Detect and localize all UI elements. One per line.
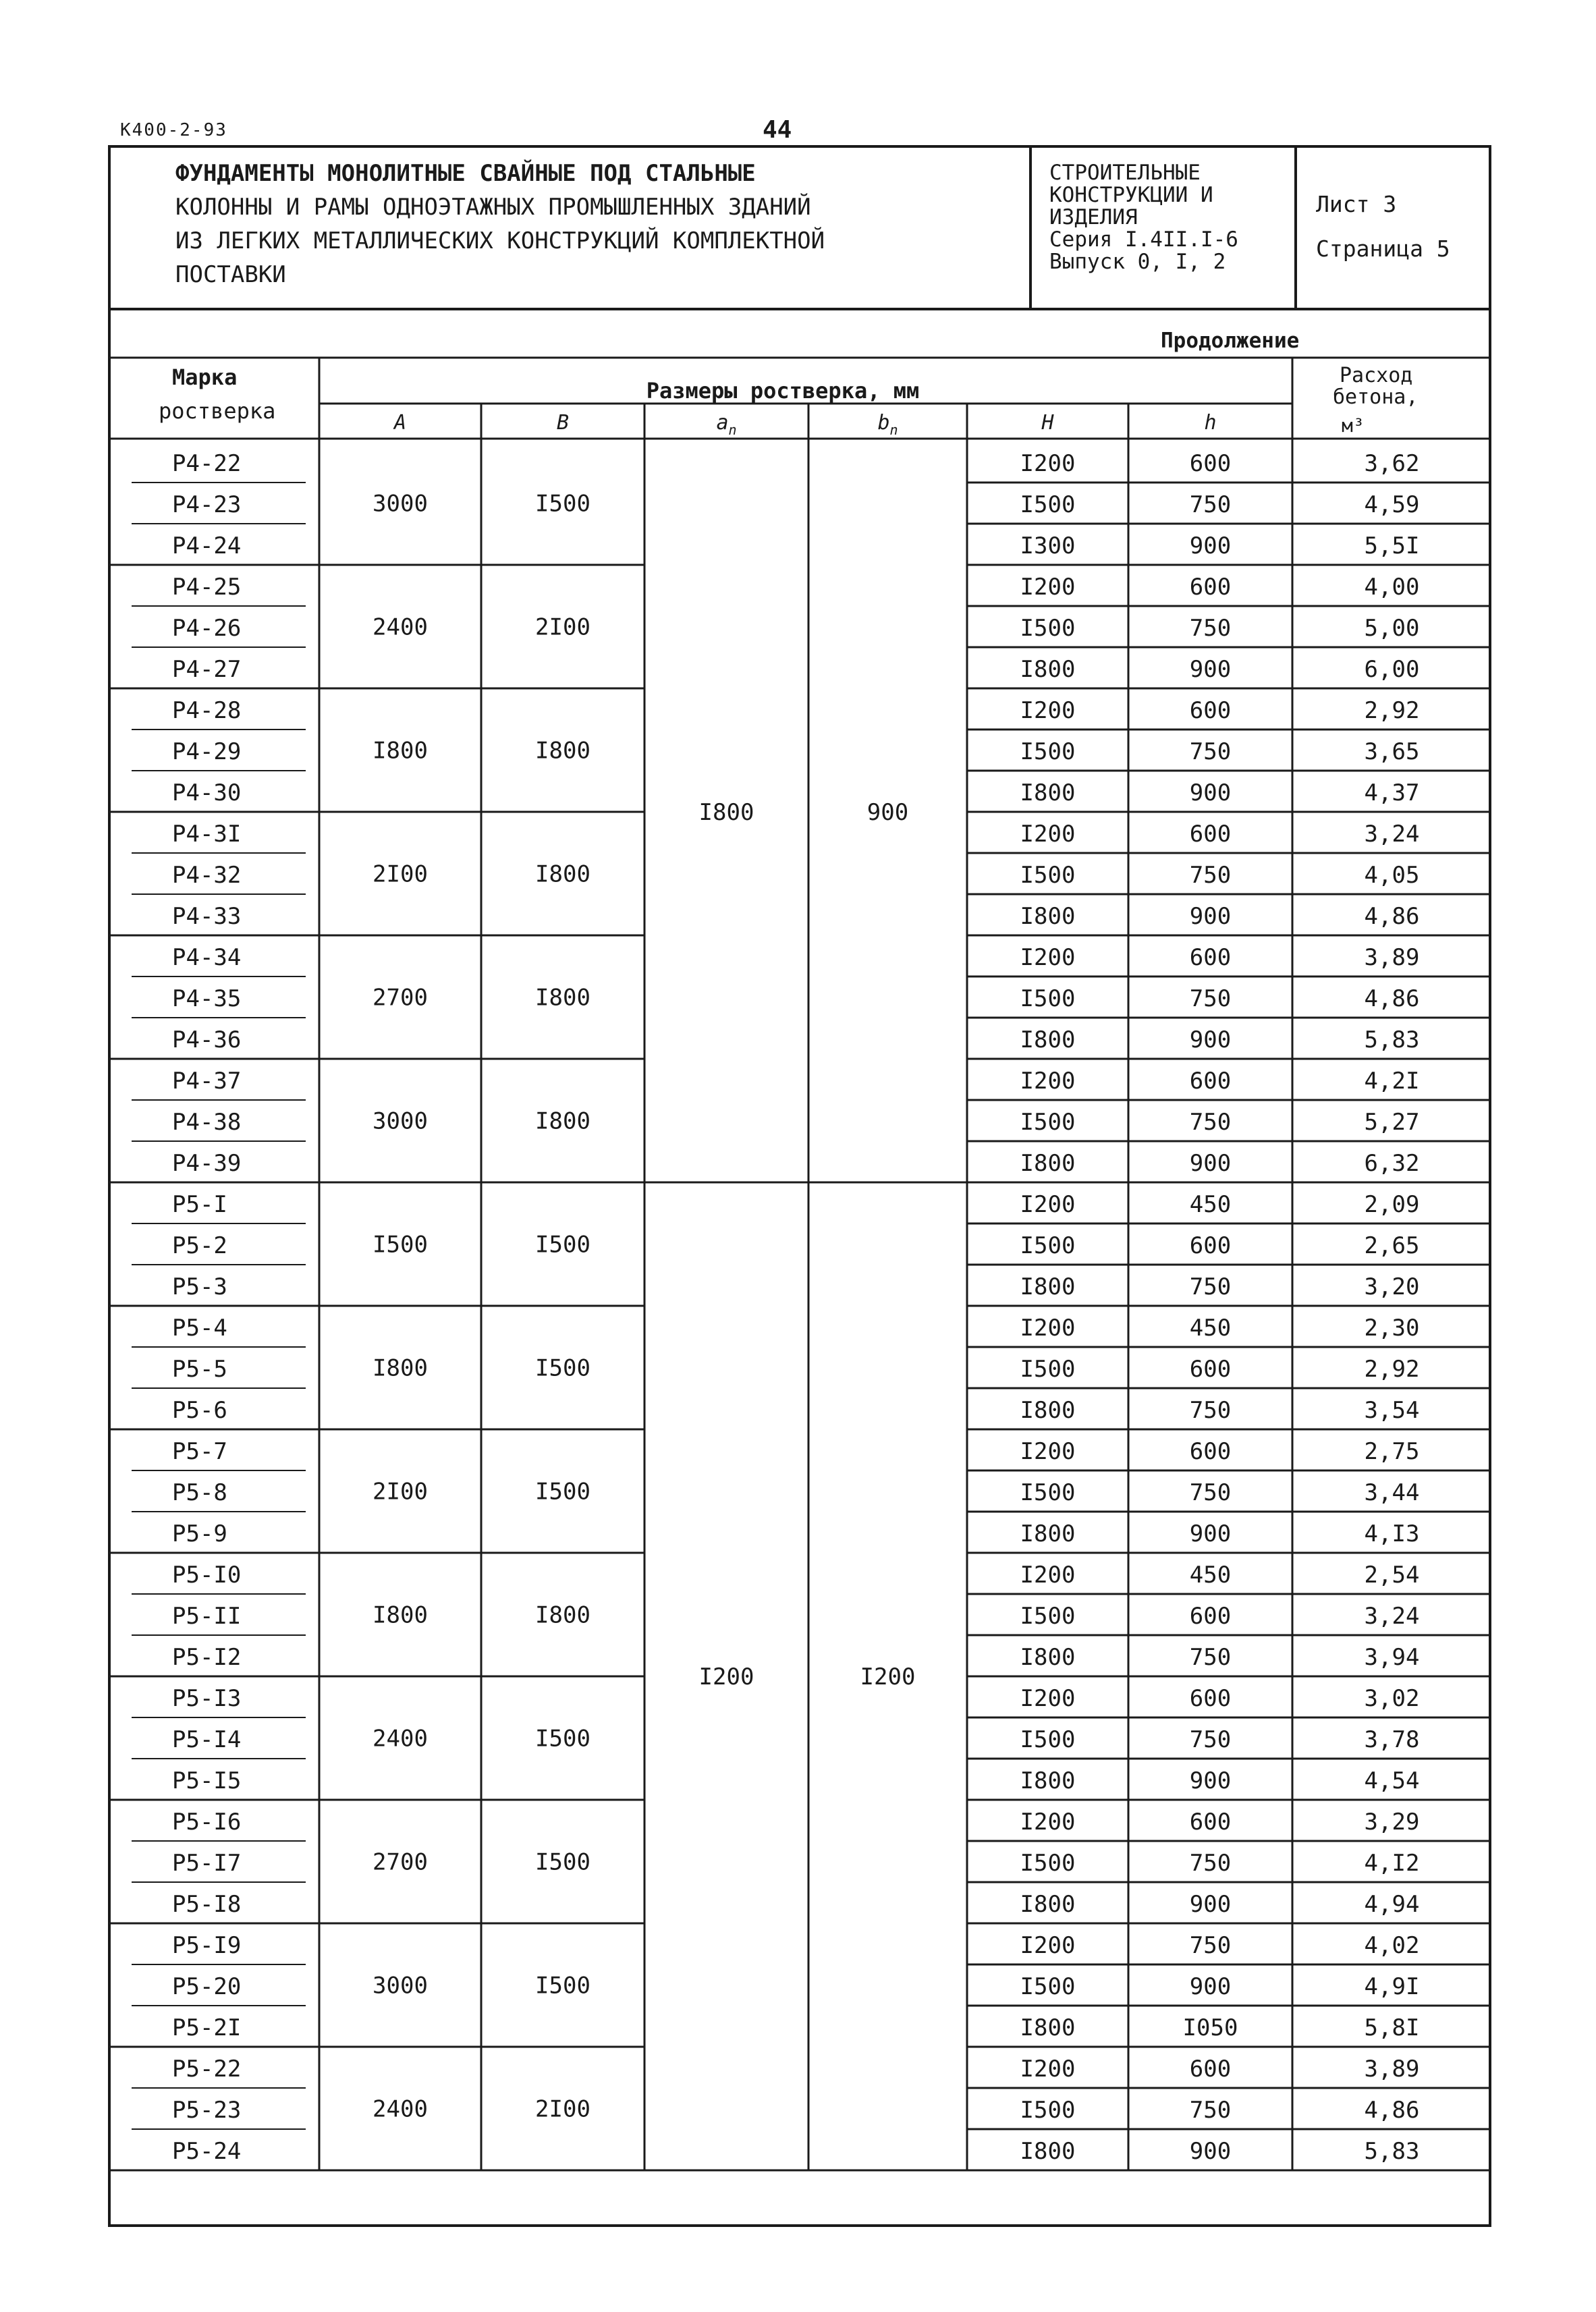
- cell-volume: 5,83: [1364, 1026, 1420, 1053]
- cell-H: I200: [1020, 696, 1076, 724]
- sub-header-H: H: [1041, 411, 1054, 435]
- cell-h: 750: [1189, 1643, 1232, 1671]
- cell-volume: 4,94: [1364, 1890, 1420, 1918]
- cell-volume: 4,9I: [1364, 1973, 1420, 2000]
- cell-B: I500: [535, 1478, 590, 1506]
- sheet-number: Лист 3: [1316, 191, 1397, 217]
- cell-h: 600: [1189, 1602, 1232, 1630]
- cell-H: I800: [1020, 1767, 1076, 1794]
- cell-h: 900: [1189, 1973, 1232, 2000]
- cell-H: I500: [1020, 614, 1076, 642]
- column-header-mark: Марка: [172, 364, 238, 390]
- cell-H: I500: [1020, 738, 1076, 765]
- cell-mark: Р5-I5: [172, 1767, 242, 1794]
- cell-volume: 4,00: [1364, 573, 1420, 601]
- cell-h: 600: [1189, 449, 1232, 477]
- cell-h: 750: [1189, 1726, 1232, 1753]
- cell-H: I200: [1020, 820, 1076, 848]
- cell-h: 750: [1189, 1273, 1232, 1300]
- cell-H: I500: [1020, 491, 1076, 518]
- subscript: n: [728, 422, 737, 438]
- cell-mark: Р4-34: [172, 943, 242, 971]
- cell-H: I500: [1020, 1849, 1076, 1877]
- cell-H: I800: [1020, 1643, 1076, 1671]
- cell-mark: Р4-24: [172, 532, 242, 559]
- cell-B: I500: [535, 490, 590, 518]
- sub-header-b_n: $b_n$: [877, 411, 898, 438]
- sub-header-a_n: $a_n$: [716, 411, 737, 438]
- cell-H: I500: [1020, 985, 1076, 1012]
- cell-volume: 2,54: [1364, 1561, 1420, 1589]
- cell-volume: 4,I2: [1364, 1849, 1420, 1877]
- cell-volume: 4,37: [1364, 779, 1420, 806]
- cell-volume: 3,02: [1364, 1684, 1420, 1712]
- cell-h: 900: [1189, 1890, 1232, 1918]
- cell-H: I800: [1020, 1026, 1076, 1053]
- cell-mark: Р4-33: [172, 902, 242, 930]
- sub-header-A: A: [393, 411, 407, 435]
- cell-volume: 4,05: [1364, 861, 1420, 889]
- cell-H: I800: [1020, 1520, 1076, 1547]
- cell-mark: Р5-I6: [172, 1808, 242, 1836]
- cell-mark: Р4-28: [172, 696, 242, 724]
- page-label: Страница 5: [1316, 236, 1450, 262]
- cell-h: 600: [1189, 1067, 1232, 1095]
- cell-volume: 3,65: [1364, 738, 1420, 765]
- cell-volume: 3,24: [1364, 1602, 1420, 1630]
- cell-volume: 3,78: [1364, 1726, 1420, 1753]
- cell-H: I200: [1020, 943, 1076, 971]
- cell-an: I200: [698, 1663, 754, 1690]
- cell-A: 3000: [373, 1972, 428, 2000]
- cell-h: 600: [1189, 2055, 1232, 2083]
- cell-h: 900: [1189, 532, 1232, 559]
- cell-volume: 4,02: [1364, 1931, 1420, 1959]
- cell-mark: Р4-26: [172, 614, 242, 642]
- cell-A: 3000: [373, 1107, 428, 1135]
- cell-H: I800: [1020, 2137, 1076, 2165]
- cell-H: I500: [1020, 1973, 1076, 2000]
- cell-volume: 4,86: [1364, 2096, 1420, 2124]
- cell-mark: Р4-25: [172, 573, 242, 601]
- cell-h: 450: [1189, 1190, 1232, 1218]
- cell-mark: Р4-39: [172, 1149, 242, 1177]
- cell-mark: Р5-24: [172, 2137, 242, 2165]
- sub-header-B: B: [556, 411, 570, 435]
- cell-h: 600: [1189, 1232, 1232, 1259]
- cell-volume: 2,30: [1364, 1314, 1420, 1342]
- cell-h: 600: [1189, 1355, 1232, 1383]
- cell-volume: 5,5I: [1364, 532, 1420, 559]
- cell-B: I500: [535, 1231, 590, 1259]
- cell-mark: Р5-2I: [172, 2014, 242, 2041]
- cell-H: I500: [1020, 1726, 1076, 1753]
- cell-B: 2I00: [535, 2095, 590, 2123]
- cell-mark: Р5-6: [172, 1396, 227, 1424]
- cell-h: 450: [1189, 1314, 1232, 1342]
- series-line: СТРОИТЕЛЬНЫЕ: [1049, 161, 1201, 185]
- continuation-label: Продолжение: [1161, 329, 1300, 353]
- cell-bn: I200: [860, 1663, 916, 1690]
- cell-mark: Р5-23: [172, 2096, 242, 2124]
- title-line: ИЗ ЛЕГКИХ МЕТАЛЛИЧЕСКИХ КОНСТРУКЦИЙ КОМПЛЕКТНОЙ: [175, 227, 825, 254]
- cell-h: 600: [1189, 1808, 1232, 1836]
- cell-volume: 4,54: [1364, 1767, 1420, 1794]
- cell-mark: Р5-22: [172, 2055, 242, 2083]
- cell-h: 600: [1189, 696, 1232, 724]
- cell-H: I200: [1020, 1931, 1076, 1959]
- cell-mark: Р5-2: [172, 1232, 227, 1259]
- cell-mark: Р4-36: [172, 1026, 242, 1053]
- cell-H: I500: [1020, 1355, 1076, 1383]
- cell-H: I800: [1020, 1273, 1076, 1300]
- cell-h: 750: [1189, 1849, 1232, 1877]
- cell-B: I500: [535, 1725, 590, 1753]
- cell-mark: Р5-8: [172, 1479, 227, 1506]
- cell-h: 750: [1189, 1479, 1232, 1506]
- cell-A: 2400: [373, 613, 428, 641]
- cell-h: 900: [1189, 902, 1232, 930]
- cell-volume: 2,92: [1364, 1355, 1420, 1383]
- cell-A: I800: [373, 1354, 428, 1382]
- cell-h: 750: [1189, 1108, 1232, 1136]
- cell-mark: Р4-35: [172, 985, 242, 1012]
- column-header-volume: м³: [1342, 414, 1365, 437]
- cell-mark: Р4-23: [172, 491, 242, 518]
- subscript: n: [889, 422, 898, 438]
- cell-A: I500: [373, 1231, 428, 1259]
- cell-A: 2700: [373, 984, 428, 1012]
- cell-B: I800: [535, 1107, 590, 1135]
- cell-H: I200: [1020, 449, 1076, 477]
- cell-H: I200: [1020, 1684, 1076, 1712]
- cell-volume: 4,86: [1364, 985, 1420, 1012]
- title-line: ПОСТАВКИ: [175, 261, 286, 288]
- cell-A: I800: [373, 737, 428, 765]
- cell-volume: 4,2I: [1364, 1067, 1420, 1095]
- column-header-volume: Расход: [1340, 364, 1413, 387]
- cell-volume: 3,29: [1364, 1808, 1420, 1836]
- cell-mark: Р4-30: [172, 779, 242, 806]
- cell-volume: 5,83: [1364, 2137, 1420, 2165]
- cell-h: 900: [1189, 1149, 1232, 1177]
- page-number: 44: [763, 116, 792, 144]
- cell-h: I050: [1182, 2014, 1238, 2041]
- document-code: K400-2-93: [120, 120, 227, 140]
- cell-h: 750: [1189, 861, 1232, 889]
- cell-H: I800: [1020, 1149, 1076, 1177]
- cell-B: I800: [535, 860, 590, 888]
- cell-volume: 5,27: [1364, 1108, 1420, 1136]
- cell-volume: 5,8I: [1364, 2014, 1420, 2041]
- group-header: Размеры ростверка, мм: [646, 378, 920, 404]
- cell-volume: 3,89: [1364, 2055, 1420, 2083]
- column-header-volume: бетона,: [1333, 385, 1419, 409]
- cell-volume: 2,65: [1364, 1232, 1420, 1259]
- cell-volume: 3,89: [1364, 943, 1420, 971]
- cell-mark: Р5-I2: [172, 1643, 242, 1671]
- cell-h: 900: [1189, 655, 1232, 683]
- cell-H: I200: [1020, 1190, 1076, 1218]
- series-line: ИЗДЕЛИЯ: [1049, 205, 1138, 229]
- cell-h: 900: [1189, 779, 1232, 806]
- cell-volume: 2,09: [1364, 1190, 1420, 1218]
- cell-H: I800: [1020, 655, 1076, 683]
- cell-mark: Р4-32: [172, 861, 242, 889]
- cell-mark: Р5-9: [172, 1520, 227, 1547]
- cell-A: 2400: [373, 2095, 428, 2123]
- cell-A: 2400: [373, 1725, 428, 1753]
- cell-mark: Р5-I0: [172, 1561, 242, 1589]
- cell-h: 900: [1189, 1767, 1232, 1794]
- series-line: Выпуск 0, I, 2: [1049, 250, 1226, 274]
- cell-volume: 3,20: [1364, 1273, 1420, 1300]
- cell-volume: 6,32: [1364, 1149, 1420, 1177]
- cell-H: I500: [1020, 1232, 1076, 1259]
- cell-mark: Р5-II: [172, 1602, 242, 1630]
- cell-H: I200: [1020, 1067, 1076, 1095]
- cell-H: I800: [1020, 1396, 1076, 1424]
- cell-mark: Р4-22: [172, 449, 242, 477]
- cell-volume: 3,44: [1364, 1479, 1420, 1506]
- cell-h: 750: [1189, 738, 1232, 765]
- title-line: КОЛОННЫ И РАМЫ ОДНОЭТАЖНЫХ ПРОМЫШЛЕННЫХ ЗДАНИЙ: [175, 194, 811, 221]
- cell-H: I500: [1020, 1108, 1076, 1136]
- cell-mark: Р4-3I: [172, 820, 242, 848]
- cell-volume: 5,00: [1364, 614, 1420, 642]
- cell-H: I200: [1020, 1561, 1076, 1589]
- cell-h: 600: [1189, 1684, 1232, 1712]
- cell-h: 750: [1189, 1931, 1232, 1959]
- cell-mark: Р5-I7: [172, 1849, 242, 1877]
- cell-H: I500: [1020, 2096, 1076, 2124]
- cell-h: 750: [1189, 614, 1232, 642]
- cell-h: 750: [1189, 985, 1232, 1012]
- cell-B: I800: [535, 1601, 590, 1629]
- cell-mark: Р5-I4: [172, 1726, 242, 1753]
- cell-H: I800: [1020, 2014, 1076, 2041]
- cell-volume: 3,54: [1364, 1396, 1420, 1424]
- cell-h: 600: [1189, 573, 1232, 601]
- cell-mark: Р5-3: [172, 1273, 227, 1300]
- cell-h: 900: [1189, 1026, 1232, 1053]
- cell-h: 900: [1189, 1520, 1232, 1547]
- cell-H: I200: [1020, 1314, 1076, 1342]
- cell-mark: Р5-4: [172, 1314, 227, 1342]
- cell-h: 450: [1189, 1561, 1232, 1589]
- cell-A: 2I00: [373, 860, 428, 888]
- cell-H: I200: [1020, 1437, 1076, 1465]
- series-line: КОНСТРУКЦИИ И: [1049, 183, 1213, 207]
- cell-mark: Р4-37: [172, 1067, 242, 1095]
- cell-mark: Р5-I: [172, 1190, 227, 1218]
- cell-H: I800: [1020, 779, 1076, 806]
- cell-H: I200: [1020, 573, 1076, 601]
- cell-H: I200: [1020, 1808, 1076, 1836]
- cell-B: I500: [535, 1972, 590, 2000]
- cell-volume: 4,86: [1364, 902, 1420, 930]
- cell-h: 600: [1189, 943, 1232, 971]
- cell-mark: Р5-20: [172, 1973, 242, 2000]
- cell-A: 2700: [373, 1848, 428, 1876]
- cell-an: I800: [698, 799, 754, 826]
- series-line: Серия I.4II.I-6: [1049, 227, 1238, 252]
- cell-H: I500: [1020, 1479, 1076, 1506]
- cell-volume: 3,94: [1364, 1643, 1420, 1671]
- cell-volume: 3,24: [1364, 820, 1420, 848]
- cell-B: I800: [535, 737, 590, 765]
- cell-volume: 3,62: [1364, 449, 1420, 477]
- cell-A: 3000: [373, 490, 428, 518]
- cell-volume: 2,75: [1364, 1437, 1420, 1465]
- cell-H: I200: [1020, 2055, 1076, 2083]
- cell-B: I500: [535, 1848, 590, 1876]
- cell-h: 750: [1189, 2096, 1232, 2124]
- cell-h: 600: [1189, 1437, 1232, 1465]
- cell-mark: Р4-38: [172, 1108, 242, 1136]
- cell-volume: 2,92: [1364, 696, 1420, 724]
- title-line: ФУНДАМЕНТЫ МОНОЛИТНЫЕ СВАЙНЫЕ ПОД СТАЛЬНЫЕ: [175, 160, 756, 187]
- cell-mark: Р5-5: [172, 1355, 227, 1383]
- cell-volume: 4,I3: [1364, 1520, 1420, 1547]
- sub-header-h: h: [1204, 411, 1217, 435]
- cell-mark: Р5-I3: [172, 1684, 242, 1712]
- cell-H: I800: [1020, 1890, 1076, 1918]
- cell-bn: 900: [866, 799, 909, 826]
- cell-h: 900: [1189, 2137, 1232, 2165]
- cell-B: 2I00: [535, 613, 590, 641]
- cell-mark: Р4-27: [172, 655, 242, 683]
- cell-A: 2I00: [373, 1478, 428, 1506]
- cell-volume: 4,59: [1364, 491, 1420, 518]
- cell-h: 750: [1189, 1396, 1232, 1424]
- cell-H: I500: [1020, 861, 1076, 889]
- cell-mark: Р4-29: [172, 738, 242, 765]
- cell-h: 750: [1189, 491, 1232, 518]
- cell-B: I800: [535, 984, 590, 1012]
- cell-A: I800: [373, 1601, 428, 1629]
- cell-B: I500: [535, 1354, 590, 1382]
- cell-mark: Р5-I9: [172, 1931, 242, 1959]
- cell-H: I300: [1020, 532, 1076, 559]
- cell-mark: Р5-I8: [172, 1890, 242, 1918]
- cell-H: I500: [1020, 1602, 1076, 1630]
- cell-h: 600: [1189, 820, 1232, 848]
- cell-mark: Р5-7: [172, 1437, 227, 1465]
- cell-volume: 6,00: [1364, 655, 1420, 683]
- column-header-mark: ростверка: [159, 398, 276, 424]
- cell-H: I800: [1020, 902, 1076, 930]
